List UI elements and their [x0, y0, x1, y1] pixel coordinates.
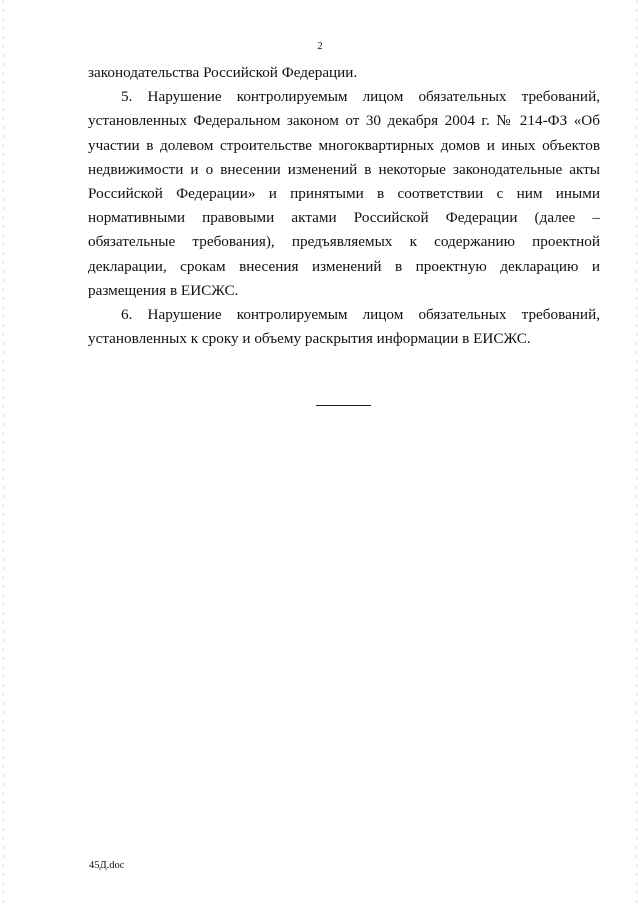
paragraph-item-5: 5. Нарушение контролируемым лицом обязательных требований, установленных Федеральном законом от 30 декабря 2004 г. № 214-ФЗ «Об участии в долевом строительстве многоквартирных домов и иных объектов недвижимости и о внесении изменений в некоторые законодательные акты Российской Федерации» и принятыми в соответствии с ним иными нормативными правовыми актами Российской Федерации (далее – обязательные требования), предъявляемых к содержанию проектной декларации, срокам внесения изменений в проектную декларацию и размещения в ЕИСЖС. — [88, 88, 600, 299]
paragraph-continuation: законодательства Российской Федерации. — [88, 64, 358, 81]
page-number: 2 — [317, 40, 323, 52]
footer-filename: 45Д.doc — [89, 860, 125, 871]
scan-edge-right — [636, 0, 637, 905]
scan-edge-left — [3, 0, 4, 905]
end-of-text-rule — [316, 405, 371, 406]
document-body — [88, 61, 600, 351]
paragraph-item-6: 6. Нарушение контролируемым лицом обязательных требований, установленных к сроку и объему раскрытия информации в ЕИСЖС. — [88, 306, 600, 348]
